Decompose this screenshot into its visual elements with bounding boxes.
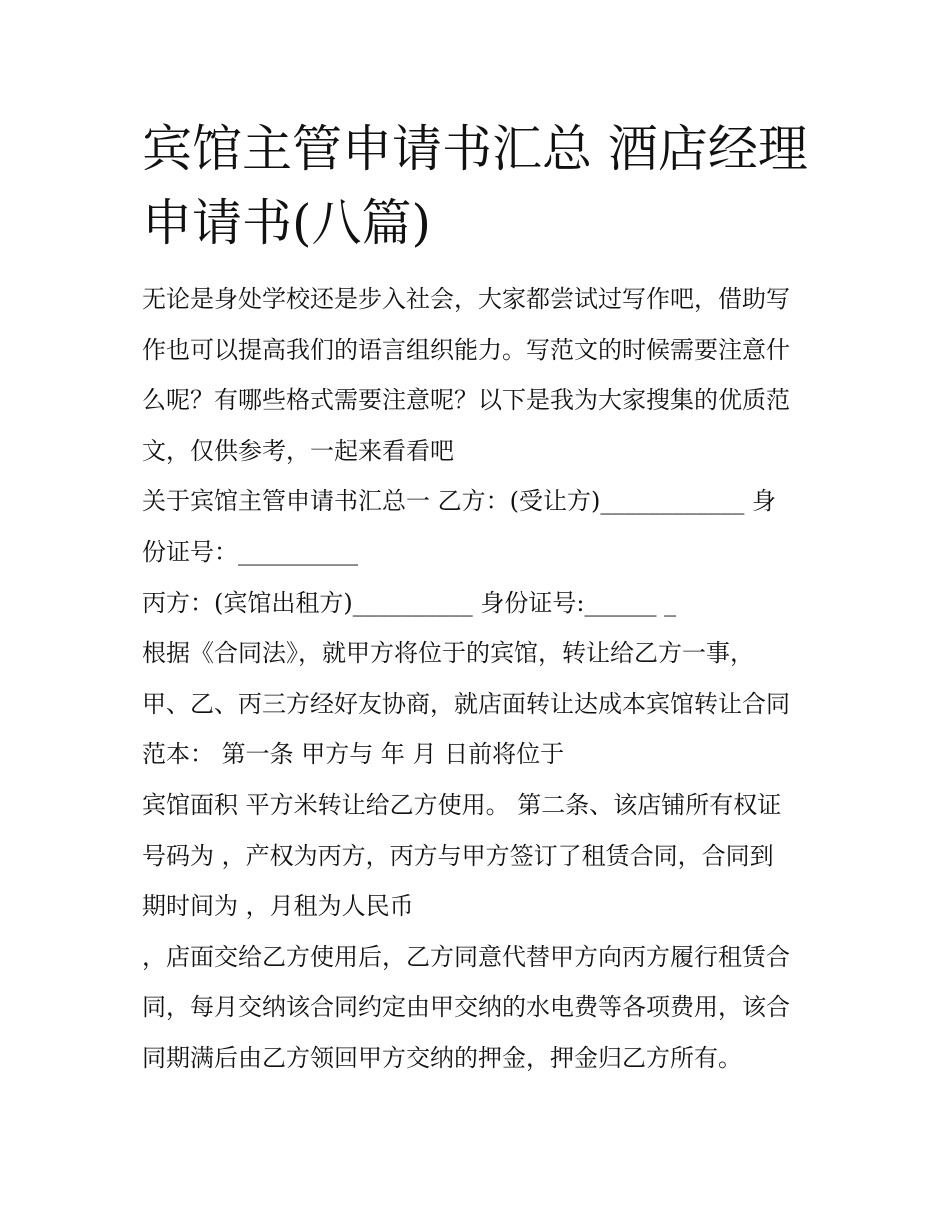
body-line-1: 无论是身处学校还是步入社会，大家都尝试过写作吧，借助写 xyxy=(142,285,790,313)
body-line-16: 同期满后由乙方领回甲方交纳的押金，押金归乙方所有。 xyxy=(142,1043,742,1072)
body-line-8: 根据《合同法》，就甲方将位于的宾馆，转让给乙方一事， xyxy=(142,639,754,668)
body-line-10: 范本： 第一条 甲方与 年 月 日前将位于 xyxy=(142,740,565,769)
body-line-4: 文，仅供参考，一起来看看吧 xyxy=(142,436,454,465)
document-body xyxy=(142,274,822,1084)
title-line-1: 宾馆主管申请书汇总 酒店经理 xyxy=(142,120,808,178)
body-line-14: ，店面交给乙方使用后，乙方同意代替甲方向丙方履行租赁合 xyxy=(142,942,790,971)
body-line-6: 份证号：__________ xyxy=(142,537,358,566)
title-line-2: 申请书(八篇) xyxy=(142,194,432,252)
body-line-15: 同，每月交纳该合同约定由甲交纳的水电费等各项费用，该合 xyxy=(142,993,790,1022)
document-title xyxy=(142,112,822,260)
document-page xyxy=(142,112,822,1084)
body-line-13: 期时间为 ，月租为人民币 xyxy=(142,892,414,921)
body-line-12: 号码为 ，产权为丙方，丙方与甲方签订了租赁合同，合同到 xyxy=(142,841,774,870)
body-line-3: 么呢？有哪些格式需要注意呢？以下是我为大家搜集的优质范 xyxy=(142,386,790,415)
body-line-9: 甲、乙、丙三方经好友协商，就店面转让达成本宾馆转让合同 xyxy=(142,689,790,718)
body-line-5: 关于宾馆主管申请书汇总一 乙方：(受让方)____________ 身 xyxy=(142,487,776,516)
body-line-2: 作也可以提高我们的语言组织能力。写范文的时候需要注意什 xyxy=(142,335,790,364)
body-line-7: 丙方：(宾馆出租方)__________ 身份证号:______ _ xyxy=(142,588,677,617)
body-line-11: 宾馆面积 平方米转让给乙方使用。 第二条、该店铺所有权证 xyxy=(142,790,782,819)
